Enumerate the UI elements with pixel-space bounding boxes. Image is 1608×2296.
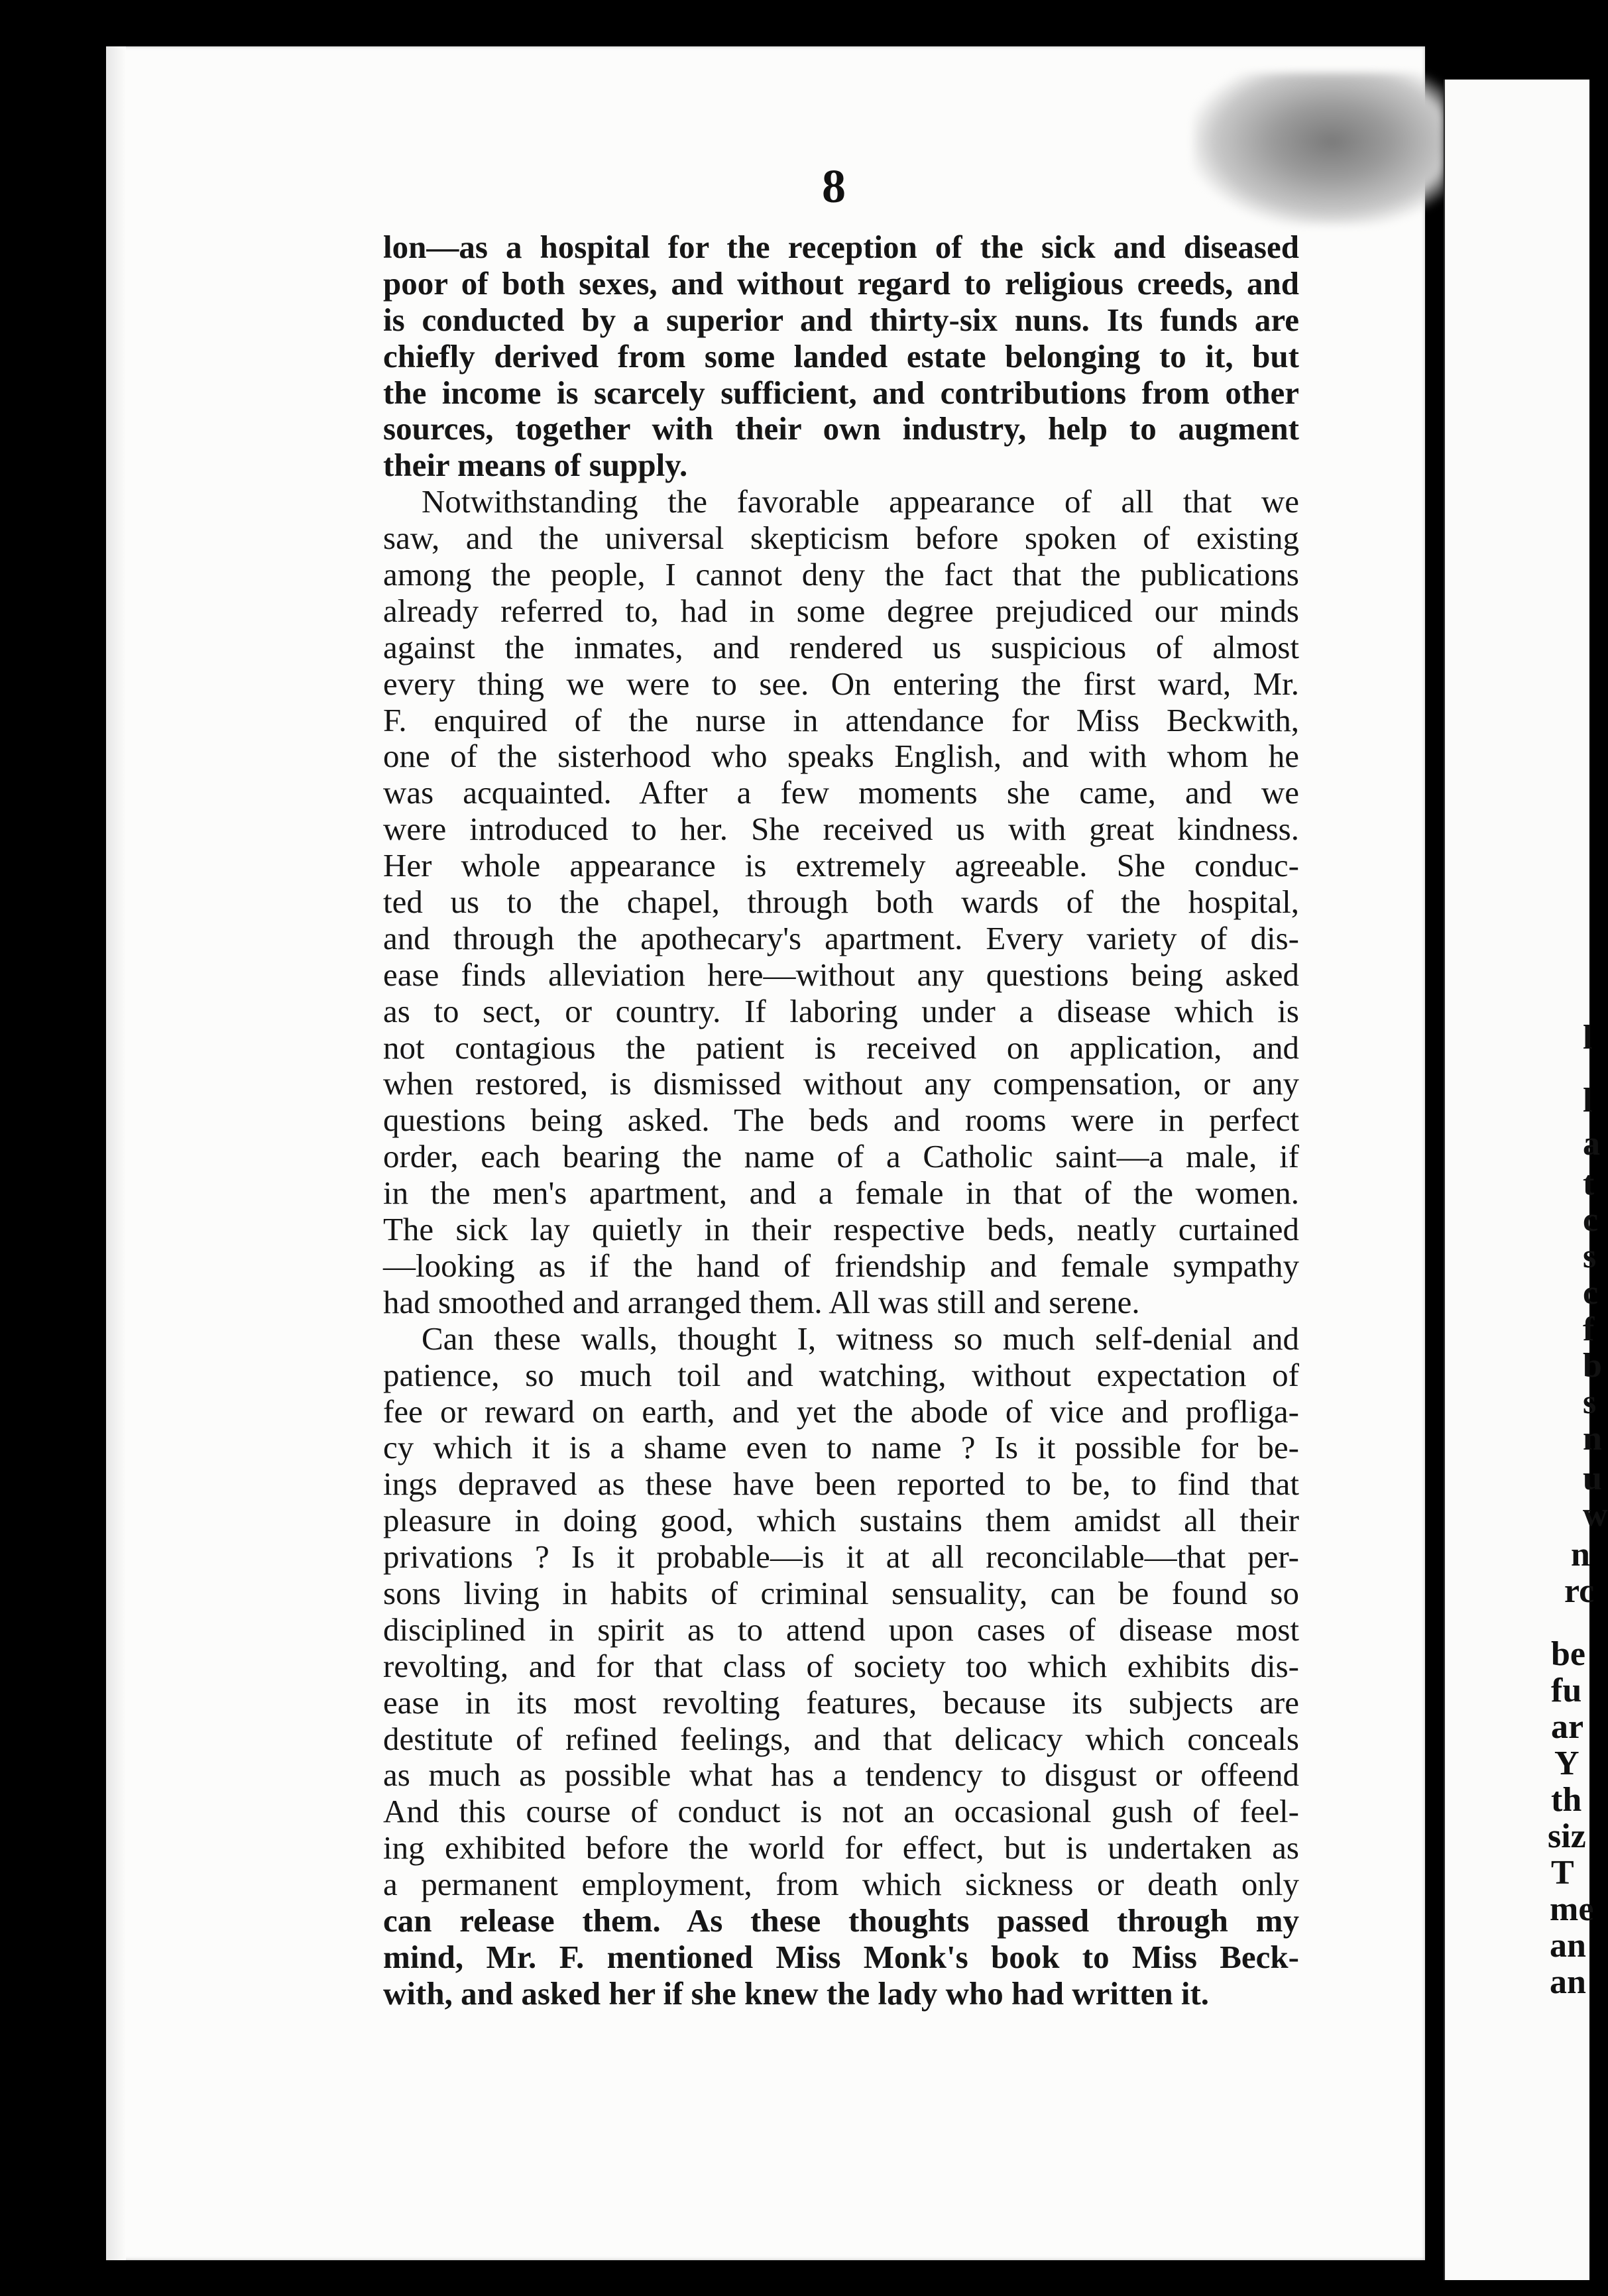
text-line: ease finds alleviation here—without any questions being asked (383, 956, 1299, 993)
text-line: fee or reward on earth, and yet the abode of vice and profliga- (383, 1393, 1299, 1430)
fragment-letter: c (1583, 1274, 1599, 1312)
text-line: ing exhibited before the world for effect, but is undertaken as (383, 1829, 1299, 1866)
fragment-letter: n (1571, 1536, 1590, 1574)
fragment-letter: rc (1564, 1572, 1595, 1610)
text-line: sources, together with their own industry, help to augment (383, 410, 1299, 447)
text-line: F. enquired of the nurse in attendance for Miss Beckwith, (383, 701, 1299, 738)
text-line: destitute of refined feelings, and that delicacy which conceals (383, 1720, 1299, 1757)
fragment-letter: l (1583, 1082, 1593, 1119)
text-line: cy which it is a shame even to name ? Is it possible for be- (383, 1429, 1299, 1466)
fragment-letter: an (1550, 1963, 1586, 2001)
text-line: as much as possible what has a tendency to disgust or offeend (383, 1756, 1299, 1794)
fragment-letter: n (1583, 1420, 1602, 1458)
text-line: sons living in habits of criminal sensuality, can be found so (383, 1574, 1299, 1611)
text-line: among the people, I cannot deny the fact that the publications (383, 556, 1299, 593)
fragment-letter: th (1551, 1781, 1582, 1819)
text-line: every thing we were to see. On entering the first ward, Mr. (383, 665, 1299, 702)
text-line: poor of both sexes, and without regard to religious creeds, and (383, 264, 1299, 302)
text-line: when restored, is dismissed without any compensation, or any (383, 1065, 1299, 1102)
fragment-letter: a (1583, 1125, 1600, 1163)
fragment-letter: f (1583, 1310, 1595, 1348)
page-number: 8 (822, 160, 846, 213)
fragment-letter: t (1583, 1165, 1595, 1202)
fragment-letter: ar (1551, 1708, 1584, 1746)
text-line: and through the apothecary's apartment. Every variety of dis- (383, 919, 1299, 956)
text-line: patience, so much toil and watching, without expectation of (383, 1356, 1299, 1393)
text-line: had smoothed and arranged them. All was still and serene. (383, 1283, 1140, 1320)
water-stain (1193, 73, 1445, 225)
text-line: their means of supply. (383, 447, 688, 484)
fragment-letter: fu (1551, 1672, 1582, 1709)
page-left-edge (106, 46, 126, 2260)
text-line: Can these walls, thought I, witness so much self-denial and (422, 1320, 1299, 1357)
fragment-letter: Y (1554, 1745, 1579, 1782)
text-line: privations ? Is it probable—is it at all reconcilable—that per- (383, 1538, 1299, 1576)
text-line: can release them. As these thoughts passed through my (383, 1902, 1299, 1939)
text-line: lon—as a hospital for the reception of the sick and diseased (383, 229, 1299, 265)
text-line: against the inmates, and rendered us suspicious of almost (383, 628, 1299, 665)
fragment-letter: c (1583, 1201, 1599, 1239)
text-line: ease in its most revolting features, because its subjects are (383, 1684, 1299, 1721)
fragment-letter: T (1551, 1854, 1574, 1892)
fragment-letter: be (1551, 1635, 1585, 1673)
text-line: as to sect, or country. If laboring under a disease which is (383, 992, 1299, 1029)
text-line: Notwithstanding the favorable appearance of all that we (422, 483, 1299, 520)
text-line: And this course of conduct is not an occasional gush of feel- (383, 1793, 1299, 1830)
fragment-letter: l (1583, 1019, 1593, 1057)
text-line: a permanent employment, from which sickness or death only (383, 1866, 1299, 1903)
text-line: chiefly derived from some landed estate belonging to it, but (383, 337, 1299, 374)
text-line: questions being asked. The beds and rooms were in perfect (383, 1102, 1299, 1139)
text-line: disciplined in spirit as to attend upon cases of disease most (383, 1611, 1299, 1648)
text-line: pleasure in doing good, which sustains them amidst all their (383, 1502, 1299, 1539)
fragment-letter: u (1583, 1460, 1602, 1497)
text-line: ted us to the chapel, through both wards of the hospital, (383, 884, 1299, 921)
text-line: the income is scarcely sufficient, and contributions from other (383, 374, 1299, 411)
fragment-letter: s (1583, 1237, 1597, 1275)
fragment-letter: b (1583, 1347, 1602, 1385)
text-line: revolting, and for that class of society too which exhibits dis- (383, 1647, 1299, 1684)
text-line: mind, Mr. F. mentioned Miss Monk's book to Miss Beck- (383, 1938, 1299, 1975)
fragment-letter: w (1583, 1496, 1608, 1534)
text-line: one of the sisterhood who speaks English, and with whom he (383, 738, 1299, 775)
text-line: was acquainted. After a few moments she came, and we (383, 774, 1299, 811)
text-line: saw, and the universal skepticism before spoken of existing (383, 520, 1299, 557)
fragment-letter: siz (1548, 1817, 1586, 1855)
text-line: —looking as if the hand of friendship and female sympathy (383, 1247, 1299, 1284)
text-line: Her whole appearance is extremely agreeable. She conduc- (383, 847, 1299, 884)
text-line: not contagious the patient is received on application, and (383, 1029, 1299, 1066)
text-line: with, and asked her if she knew the lady who had written it. (383, 1975, 1210, 2012)
text-line: were introduced to her. She received us with great kindness. (383, 811, 1299, 848)
body-text (383, 229, 1299, 2012)
text-line: ings depraved as these have been reported to be, to find that (383, 1465, 1299, 1503)
text-line: The sick lay quietly in their respective beds, neatly curtained (383, 1211, 1299, 1248)
fragment-letter: me (1550, 1890, 1594, 1928)
text-line: already referred to, had in some degree prejudiced our minds (383, 592, 1299, 629)
text-line: in the men's apartment, and a female in that of the women. (383, 1175, 1299, 1212)
fragment-letter: an (1550, 1927, 1586, 1965)
fragment-letter: s (1583, 1383, 1597, 1421)
text-line: is conducted by a superior and thirty-six nuns. Its funds are (383, 301, 1299, 338)
text-line: order, each bearing the name of a Catholic saint—a male, if (383, 1138, 1299, 1175)
